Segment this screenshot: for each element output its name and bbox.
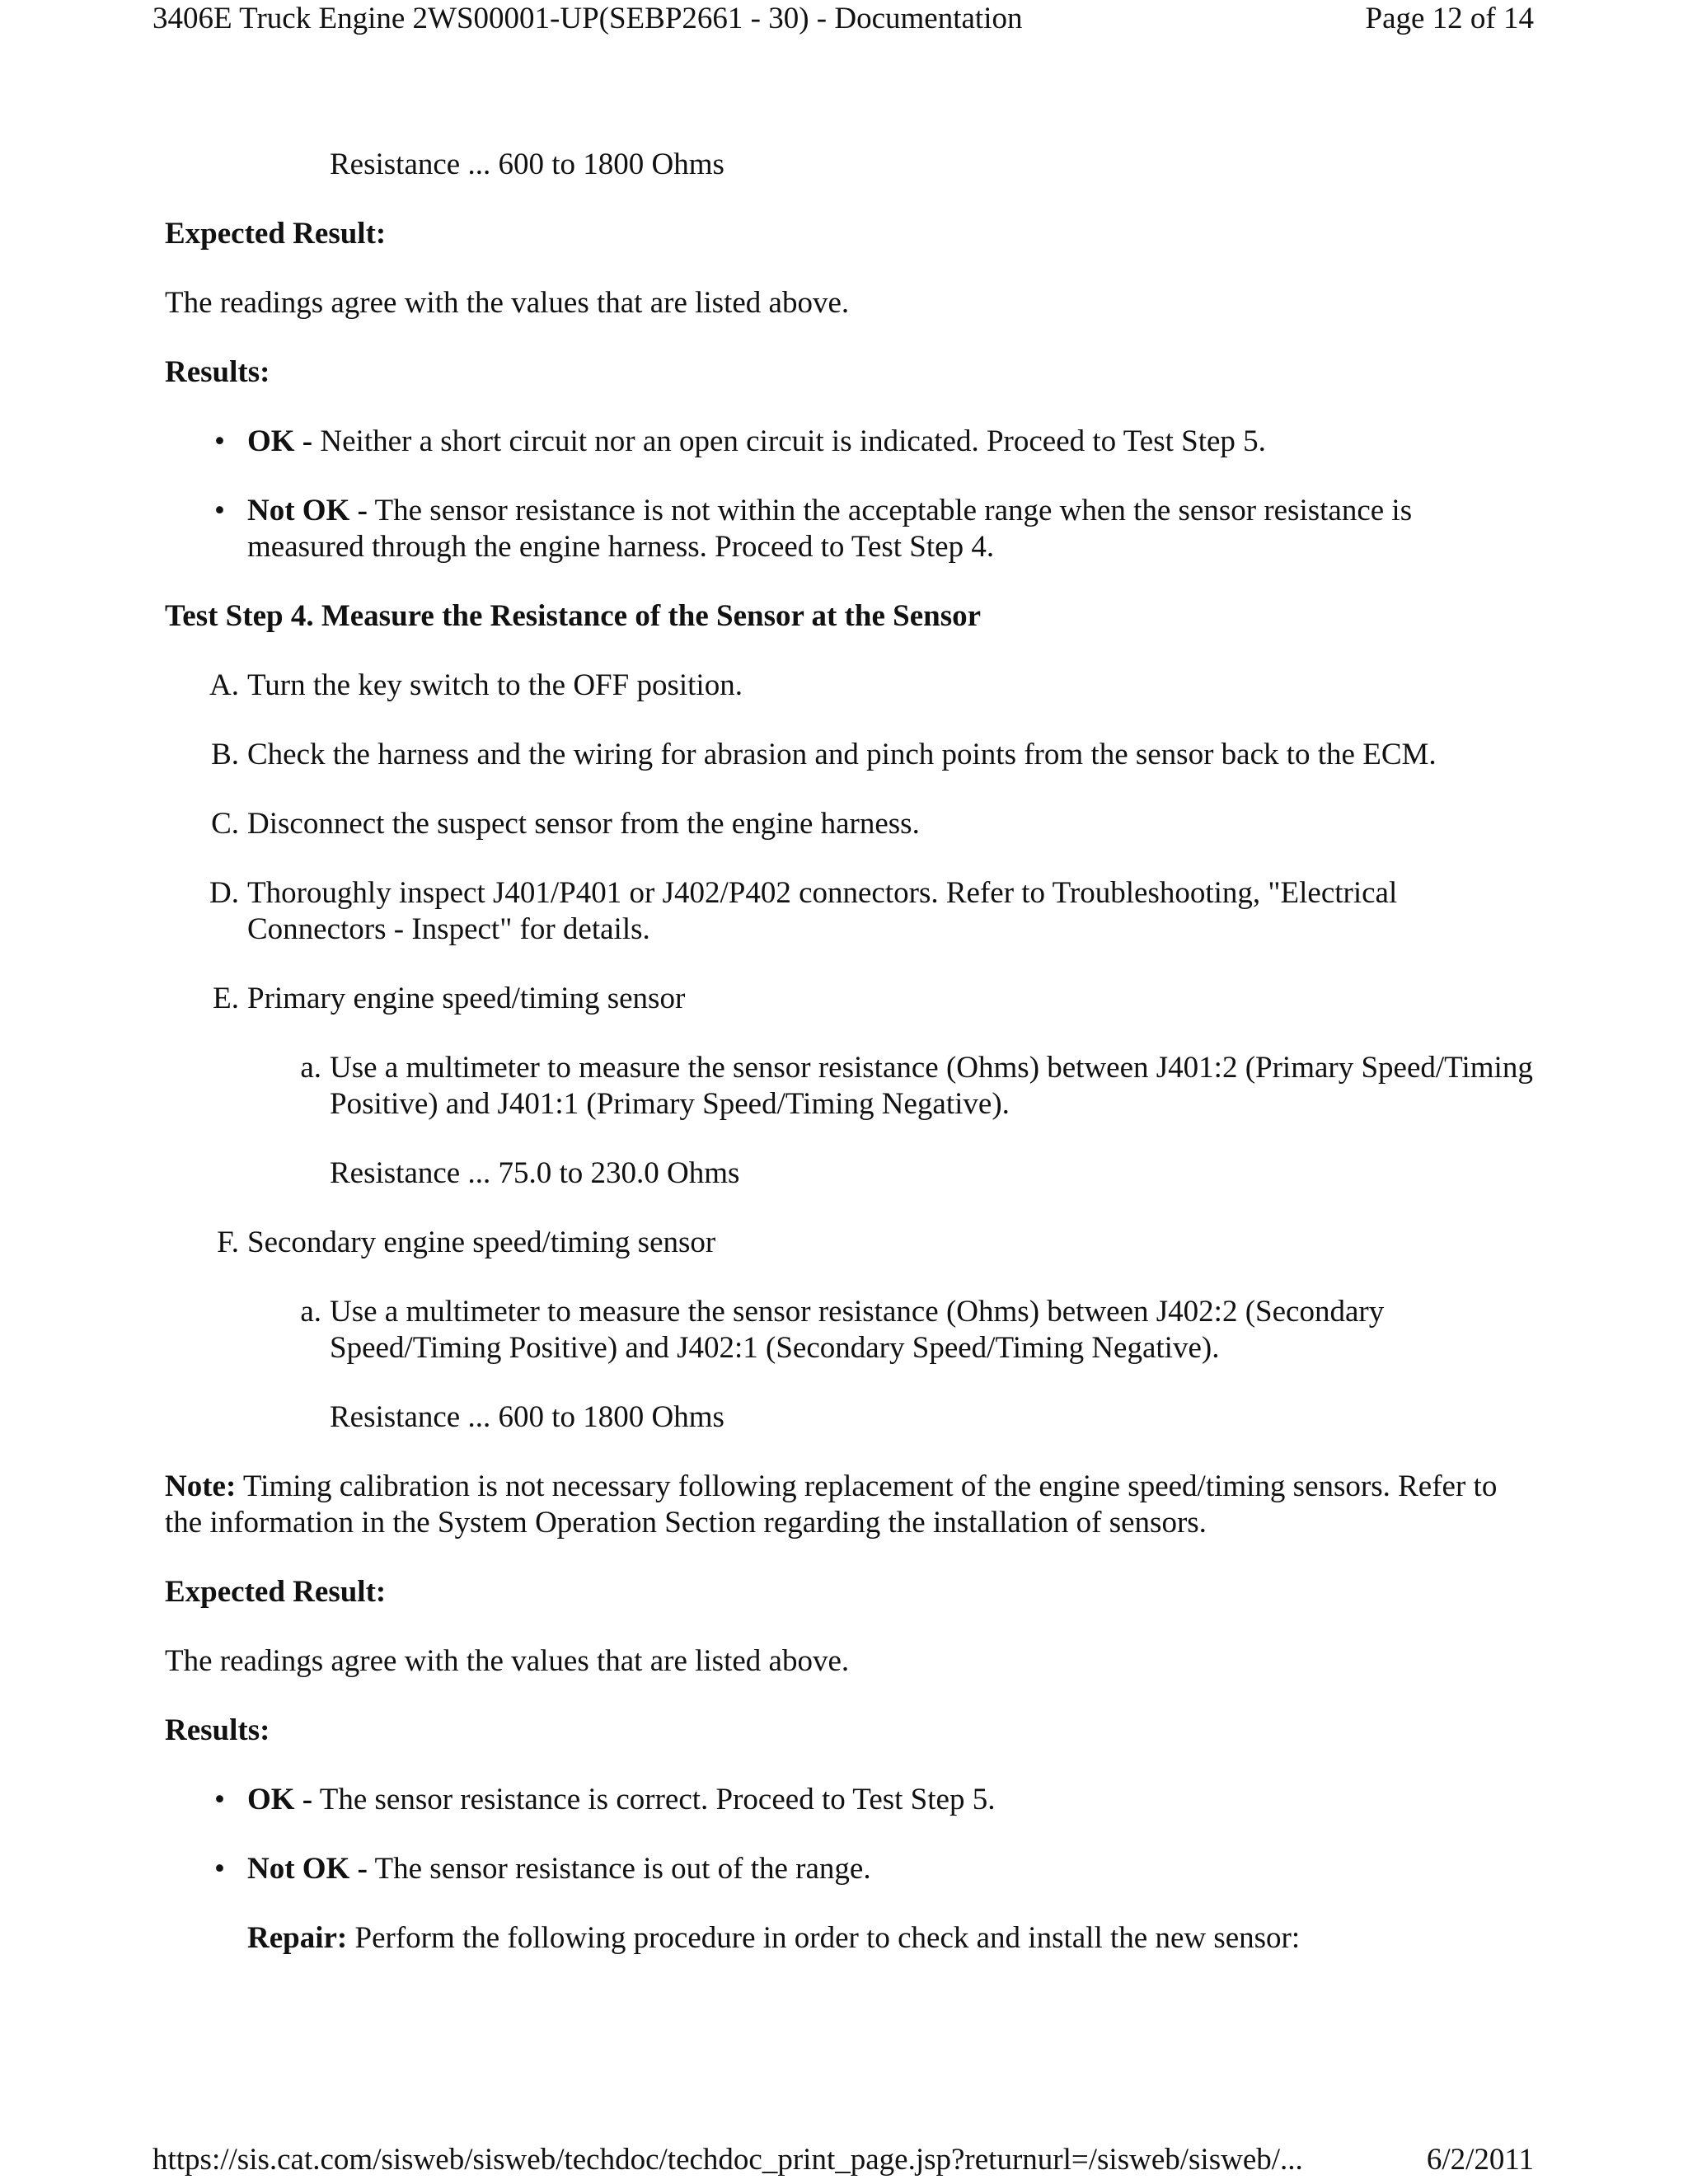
result-text: The sensor resistance is correct. Proceed to Test Step 5.: [312, 1783, 996, 1816]
repair-paragraph: [247, 1920, 1533, 1957]
step-item: [165, 1225, 1533, 1436]
result-text: The sensor resistance is not within the acceptable range when the sensor resistance is measured through the engine harness. Proceed to Test Step 4.: [247, 494, 1413, 564]
expected-result-heading: Expected Result:: [165, 1575, 387, 1609]
step-item: [165, 875, 1533, 948]
test-step-list: [165, 668, 1533, 1436]
expected-result-text: The readings agree with the values that are listed above.: [165, 1644, 850, 1678]
resistance-spec: Resistance ... 75.0 to 230.0 Ohms: [330, 1156, 740, 1190]
step-text: Primary engine speed/timing sensor: [247, 982, 686, 1015]
sub-step-list: [247, 1050, 1533, 1192]
result-not-ok: [165, 493, 1533, 565]
note-text: Timing calibration is not necessary following replacement of the engine speed/timing sensors. Refer to the information in the System Operation Section regarding the installation of sensors.: [165, 1469, 1498, 1540]
result-ok: [165, 1782, 1533, 1818]
resistance-spec: Resistance ... 600 to 1800 Ohms: [330, 1400, 724, 1434]
print-date: 6/2/2011: [1426, 2143, 1534, 2177]
step-marker: D.: [209, 876, 239, 910]
repair-text: Perform the following procedure in order to check and install the new sensor:: [347, 1921, 1301, 1955]
step-text: Thoroughly inspect J401/P401 or J402/P402 connectors. Refer to Troubleshooting, "Electrical Connectors - Inspect" for details.: [247, 876, 1398, 946]
result-ok: [165, 424, 1533, 460]
repair-label: Repair:: [247, 1921, 348, 1955]
sub-step-text: Use a multimeter to measure the sensor resistance (Ohms) between J401:2 (Primary Speed/Timing Positive) and J401:1 (Primary Speed/Timing Negative).: [330, 1051, 1533, 1121]
step-marker: C.: [211, 807, 239, 841]
step-item: [165, 806, 1533, 842]
bullet-marker: •: [214, 1852, 225, 1886]
results-heading: Results:: [165, 1713, 270, 1747]
expected-result-heading: Expected Result:: [165, 217, 387, 251]
results-list: [165, 1782, 1533, 1957]
bullet-marker: •: [214, 1783, 225, 1816]
sub-step-text: Use a multimeter to measure the sensor resistance (Ohms) between J402:2 (Secondary Speed/Timing Positive) and J402:1 (Secondary Speed/Timing Negative).: [330, 1295, 1385, 1365]
page-number: Page 12 of 14: [1365, 2, 1534, 35]
step-item: [165, 981, 1533, 1192]
page-footer: [152, 2141, 1534, 2179]
resistance-spec: Resistance ... 600 to 1800 Ohms: [330, 148, 724, 181]
sub-step-marker: a.: [300, 1051, 321, 1085]
step-marker: A.: [209, 668, 239, 702]
bullet-marker: •: [214, 424, 225, 458]
result-not-ok: [165, 1851, 1533, 1957]
note-paragraph: [165, 1469, 1533, 1541]
step-text: Turn the key switch to the OFF position.: [247, 668, 743, 702]
result-label: Not OK -: [247, 494, 368, 527]
results-list: [165, 424, 1533, 565]
source-url: https://sis.cat.com/sisweb/sisweb/techdoc/techdoc_print_page.jsp?returnurl=/sisweb/sisweb/...: [152, 2143, 1303, 2177]
results-heading: Results:: [165, 355, 270, 389]
sub-step-item: [247, 1294, 1533, 1436]
step-marker: B.: [211, 738, 239, 771]
sub-step-list: [247, 1294, 1533, 1436]
step-text: Check the harness and the wiring for abrasion and pinch points from the sensor back to the ECM.: [247, 738, 1437, 771]
step-text: Secondary engine speed/timing sensor: [247, 1226, 716, 1259]
result-label: OK -: [247, 1783, 313, 1816]
document-title: 3406E Truck Engine 2WS00001-UP(SEBP2661 - 30) - Documentation: [152, 2, 1023, 35]
bullet-marker: •: [214, 494, 225, 527]
result-text: The sensor resistance is out of the range.: [367, 1852, 871, 1886]
test-step-heading: Test Step 4. Measure the Resistance of the Sensor at the Sensor: [165, 599, 982, 633]
sub-step-item: [247, 1050, 1533, 1192]
result-label: Not OK -: [247, 1852, 368, 1886]
result-text: Neither a short circuit nor an open circuit is indicated. Proceed to Test Step 5.: [312, 424, 1266, 458]
step-marker: E.: [213, 982, 239, 1015]
step-text: Disconnect the suspect sensor from the engine harness.: [247, 807, 920, 841]
page-header: [152, 0, 1534, 38]
sub-step-marker: a.: [300, 1295, 321, 1329]
result-label: OK -: [247, 424, 313, 458]
step-item: [165, 668, 1533, 704]
step-marker: F.: [217, 1226, 239, 1259]
note-label: Note:: [165, 1469, 237, 1503]
expected-result-text: The readings agree with the values that are listed above.: [165, 286, 850, 320]
step-item: [165, 737, 1533, 773]
document-body: [165, 147, 1533, 1990]
